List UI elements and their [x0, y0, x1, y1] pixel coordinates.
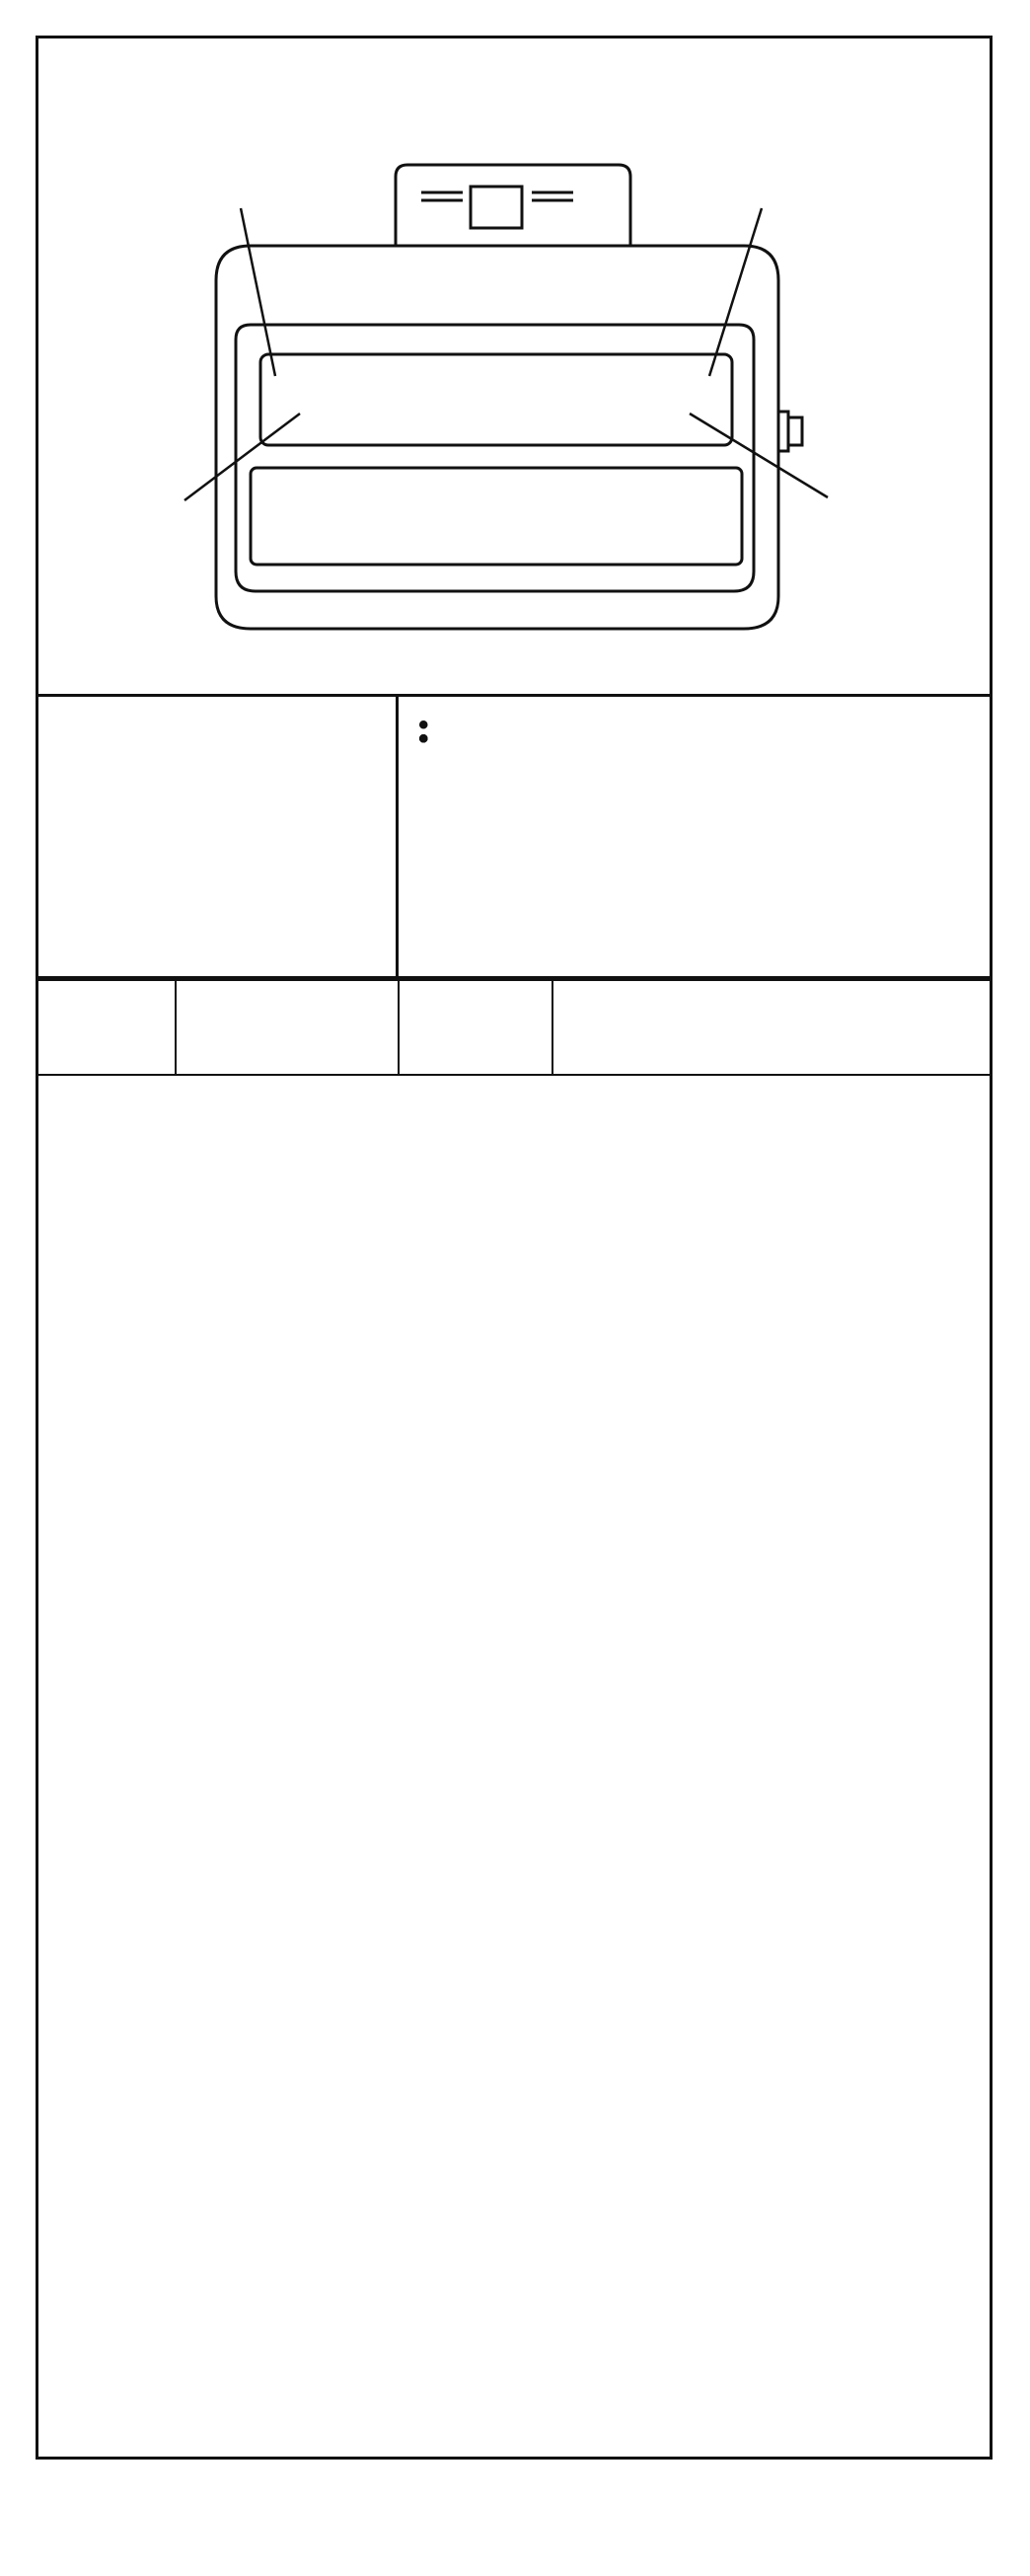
pinout-table — [38, 979, 990, 1076]
table-header-row — [38, 980, 990, 1075]
circuit-no-header — [399, 980, 552, 1075]
wire-color-header — [176, 980, 399, 1075]
connector-diagram — [38, 38, 990, 697]
connector-sheet — [36, 36, 993, 2460]
function-header — [552, 980, 990, 1075]
pin-header — [38, 980, 176, 1075]
connector-face-view — [38, 38, 990, 694]
connector-part-information — [38, 697, 990, 979]
part-number-list — [399, 697, 990, 976]
info-label — [38, 697, 399, 976]
